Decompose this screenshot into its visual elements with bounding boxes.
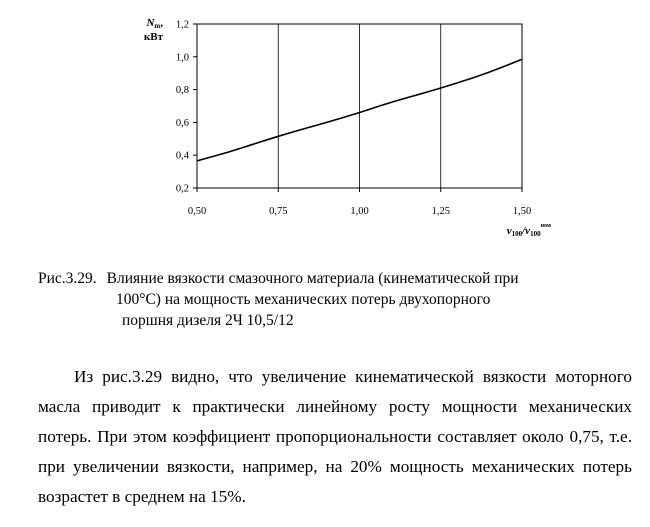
x-tick-label: 0,75 xyxy=(269,206,288,217)
y-axis-ticks xyxy=(176,20,197,195)
caption-line-1: Влияние вязкости смазочного материала (кинематической при xyxy=(106,270,519,287)
body-paragraph: Из рис.3.29 видно, что увеличение кинематической вязкости моторного масла приводит к практически линейному росту мощности механических потерь. При этом коэффициент пропорциональности составляет около 0,75, т.е. при увеличении вязкости, например, на 20% мощность механических потерь возрастет в среднем на 15%. xyxy=(38,367,632,507)
caption-line-3: поршня дизеля 2Ч 10,5/12 xyxy=(122,312,294,329)
y-axis-label: Nm, xyxy=(146,17,163,30)
y-tick-label: 1,0 xyxy=(175,52,189,64)
y-tick-label: 0,2 xyxy=(175,183,189,195)
x-tick-label: 1,25 xyxy=(431,206,450,217)
caption-line-2: 100°C) на мощность механических потерь двухопорного xyxy=(116,291,491,308)
y-tick-label: 0,6 xyxy=(175,117,189,129)
viscosity-power-chart xyxy=(0,0,650,260)
vertical-grid xyxy=(278,24,441,188)
x-tick-label: 1,00 xyxy=(350,206,369,217)
caption-prefix: Рис.3.29. xyxy=(38,270,97,287)
x-tick-label: 1,50 xyxy=(512,206,532,217)
x-tick-label: 0,50 xyxy=(187,206,207,217)
y-tick-label: 0,4 xyxy=(175,150,189,162)
y-tick-label: 0,8 xyxy=(175,85,189,97)
y-axis-unit: кВт xyxy=(143,31,163,43)
x-axis-label: $v100/v100^{ном}$ xyxy=(506,223,551,238)
y-tick-label: 1,2 xyxy=(175,19,189,31)
x-axis-ticks xyxy=(188,188,531,217)
